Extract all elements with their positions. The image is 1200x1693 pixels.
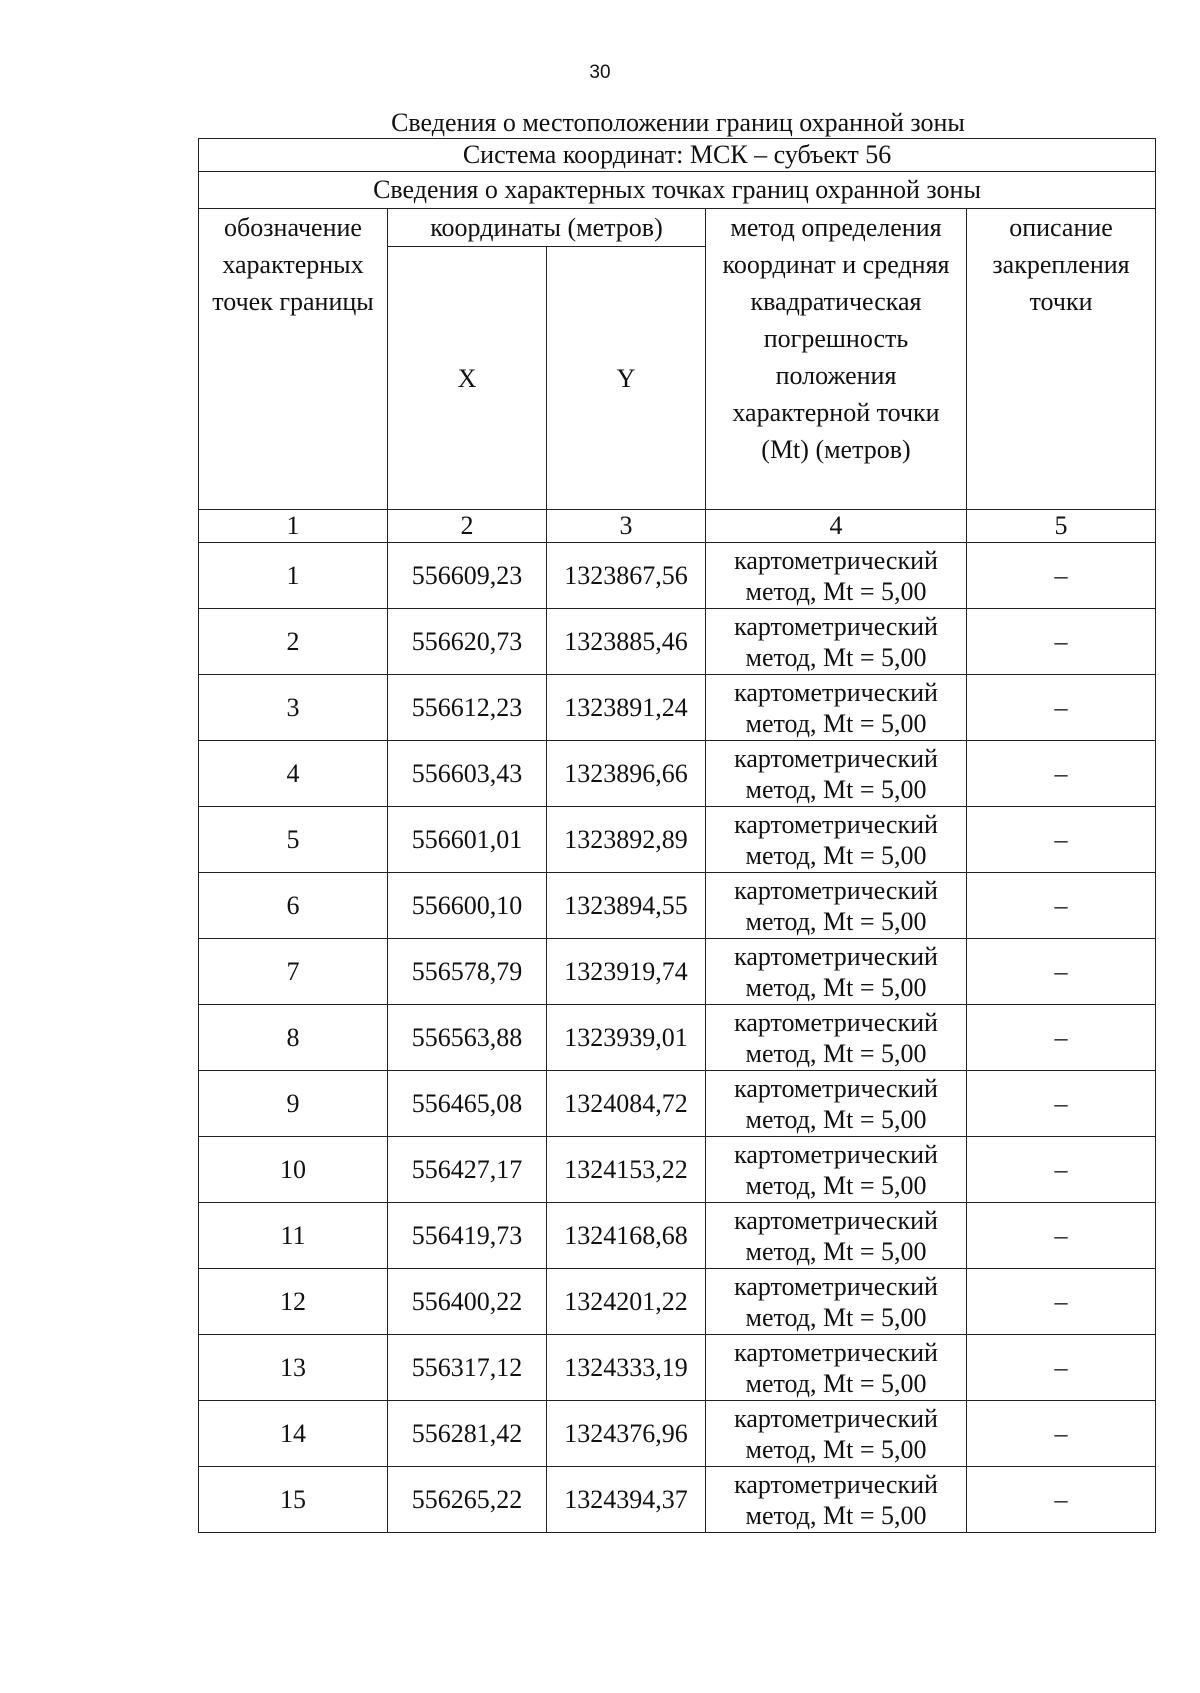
y-coordinate-cell: 1324201,22 [547, 1269, 706, 1335]
x-coordinate-cell: 556603,43 [388, 741, 547, 807]
x-coordinate-cell: 556612,23 [388, 675, 547, 741]
description-cell: – [967, 1269, 1156, 1335]
table-row [199, 1335, 1156, 1401]
table-row [199, 675, 1156, 741]
method-cell: картометрический метод, Mt = 5,00 [706, 807, 967, 873]
x-coordinate-cell: 556609,23 [388, 543, 547, 609]
table-row [199, 1401, 1156, 1467]
header-coordinates: координаты (метров) [388, 209, 706, 247]
point-number-cell: 5 [199, 807, 388, 873]
header-point-designation: обозначение характерных точек границы [199, 209, 388, 510]
table-row [199, 1071, 1156, 1137]
y-coordinate-cell: 1323867,56 [547, 543, 706, 609]
method-cell: картометрический метод, Mt = 5,00 [706, 675, 967, 741]
method-cell: картометрический метод, Mt = 5,00 [706, 1401, 967, 1467]
method-cell: картометрический метод, Mt = 5,00 [706, 543, 967, 609]
x-coordinate-cell: 556620,73 [388, 609, 547, 675]
y-coordinate-cell: 1323885,46 [547, 609, 706, 675]
document-title: Сведения о местоположении границ охранной зоны [391, 108, 965, 137]
header-x: X [388, 247, 547, 510]
y-coordinate-cell: 1323892,89 [547, 807, 706, 873]
section-title-cell: Сведения о характерных точках границ охранной зоны [199, 172, 1156, 209]
point-number-cell: 15 [199, 1467, 388, 1533]
header-row [199, 209, 1156, 247]
method-cell: картометрический метод, Mt = 5,00 [706, 1071, 967, 1137]
point-number-cell: 11 [199, 1203, 388, 1269]
method-cell: картометрический метод, Mt = 5,00 [706, 873, 967, 939]
table-row [199, 1005, 1156, 1071]
point-number-cell: 13 [199, 1335, 388, 1401]
method-cell: картометрический метод, Mt = 5,00 [706, 1203, 967, 1269]
x-coordinate-cell: 556465,08 [388, 1071, 547, 1137]
point-number-cell: 12 [199, 1269, 388, 1335]
header-y: Y [547, 247, 706, 510]
point-number-cell: 8 [199, 1005, 388, 1071]
header-description: описание закрепления точки [967, 209, 1156, 510]
description-cell: – [967, 741, 1156, 807]
description-cell: – [967, 1005, 1156, 1071]
y-coordinate-cell: 1323919,74 [547, 939, 706, 1005]
x-coordinate-cell: 556317,12 [388, 1335, 547, 1401]
x-coordinate-cell: 556427,17 [388, 1137, 547, 1203]
x-coordinate-cell: 556563,88 [388, 1005, 547, 1071]
description-cell: – [967, 609, 1156, 675]
method-cell: картометрический метод, Mt = 5,00 [706, 1335, 967, 1401]
point-number-cell: 2 [199, 609, 388, 675]
table-row [199, 939, 1156, 1005]
x-coordinate-cell: 556578,79 [388, 939, 547, 1005]
table-row [199, 1269, 1156, 1335]
y-coordinate-cell: 1323896,66 [547, 741, 706, 807]
method-cell: картометрический метод, Mt = 5,00 [706, 609, 967, 675]
method-cell: картометрический метод, Mt = 5,00 [706, 1137, 967, 1203]
y-coordinate-cell: 1323891,24 [547, 675, 706, 741]
coord-system-cell: Система координат: МСК – субъект 56 [199, 139, 1156, 172]
y-coordinate-cell: 1324333,19 [547, 1335, 706, 1401]
table-row [199, 873, 1156, 939]
description-cell: – [967, 675, 1156, 741]
y-coordinate-cell: 1324084,72 [547, 1071, 706, 1137]
description-cell: – [967, 1071, 1156, 1137]
boundary-points-table [198, 138, 1156, 1533]
column-number: 1 [199, 510, 388, 543]
point-number-cell: 10 [199, 1137, 388, 1203]
table-row [199, 1203, 1156, 1269]
table-row [199, 741, 1156, 807]
column-number: 2 [388, 510, 547, 543]
column-number: 4 [706, 510, 967, 543]
table-row [199, 609, 1156, 675]
column-number: 5 [967, 510, 1156, 543]
x-coordinate-cell: 556600,10 [388, 873, 547, 939]
x-coordinate-cell: 556419,73 [388, 1203, 547, 1269]
table-row [199, 1467, 1156, 1533]
method-cell: картометрический метод, Mt = 5,00 [706, 741, 967, 807]
point-number-cell: 6 [199, 873, 388, 939]
point-number-cell: 14 [199, 1401, 388, 1467]
description-cell: – [967, 873, 1156, 939]
x-coordinate-cell: 556281,42 [388, 1401, 547, 1467]
y-coordinate-cell: 1324376,96 [547, 1401, 706, 1467]
table-row [199, 543, 1156, 609]
method-cell: картометрический метод, Mt = 5,00 [706, 1269, 967, 1335]
coord-system-row [199, 139, 1156, 172]
table-row [199, 1137, 1156, 1203]
description-cell: – [967, 1401, 1156, 1467]
column-number: 3 [547, 510, 706, 543]
section-title-row [199, 172, 1156, 209]
point-number-cell: 7 [199, 939, 388, 1005]
y-coordinate-cell: 1323894,55 [547, 873, 706, 939]
method-cell: картометрический метод, Mt = 5,00 [706, 1467, 967, 1533]
y-coordinate-cell: 1324168,68 [547, 1203, 706, 1269]
x-coordinate-cell: 556265,22 [388, 1467, 547, 1533]
description-cell: – [967, 939, 1156, 1005]
y-coordinate-cell: 1324153,22 [547, 1137, 706, 1203]
y-coordinate-cell: 1323939,01 [547, 1005, 706, 1071]
page-number: 30 [589, 62, 611, 83]
y-coordinate-cell: 1324394,37 [547, 1467, 706, 1533]
x-coordinate-cell: 556601,01 [388, 807, 547, 873]
description-cell: – [967, 1203, 1156, 1269]
description-cell: – [967, 543, 1156, 609]
point-number-cell: 9 [199, 1071, 388, 1137]
x-coordinate-cell: 556400,22 [388, 1269, 547, 1335]
method-cell: картометрический метод, Mt = 5,00 [706, 939, 967, 1005]
description-cell: – [967, 1137, 1156, 1203]
method-cell: картометрический метод, Mt = 5,00 [706, 1005, 967, 1071]
table-row [199, 807, 1156, 873]
header-method: метод определения координат и средняя квадратическая погрешность положения характерной точки (Mt) (метров) [706, 209, 967, 510]
description-cell: – [967, 1467, 1156, 1533]
description-cell: – [967, 1335, 1156, 1401]
point-number-cell: 1 [199, 543, 388, 609]
column-numbers-row [199, 510, 1156, 543]
description-cell: – [967, 807, 1156, 873]
point-number-cell: 3 [199, 675, 388, 741]
point-number-cell: 4 [199, 741, 388, 807]
